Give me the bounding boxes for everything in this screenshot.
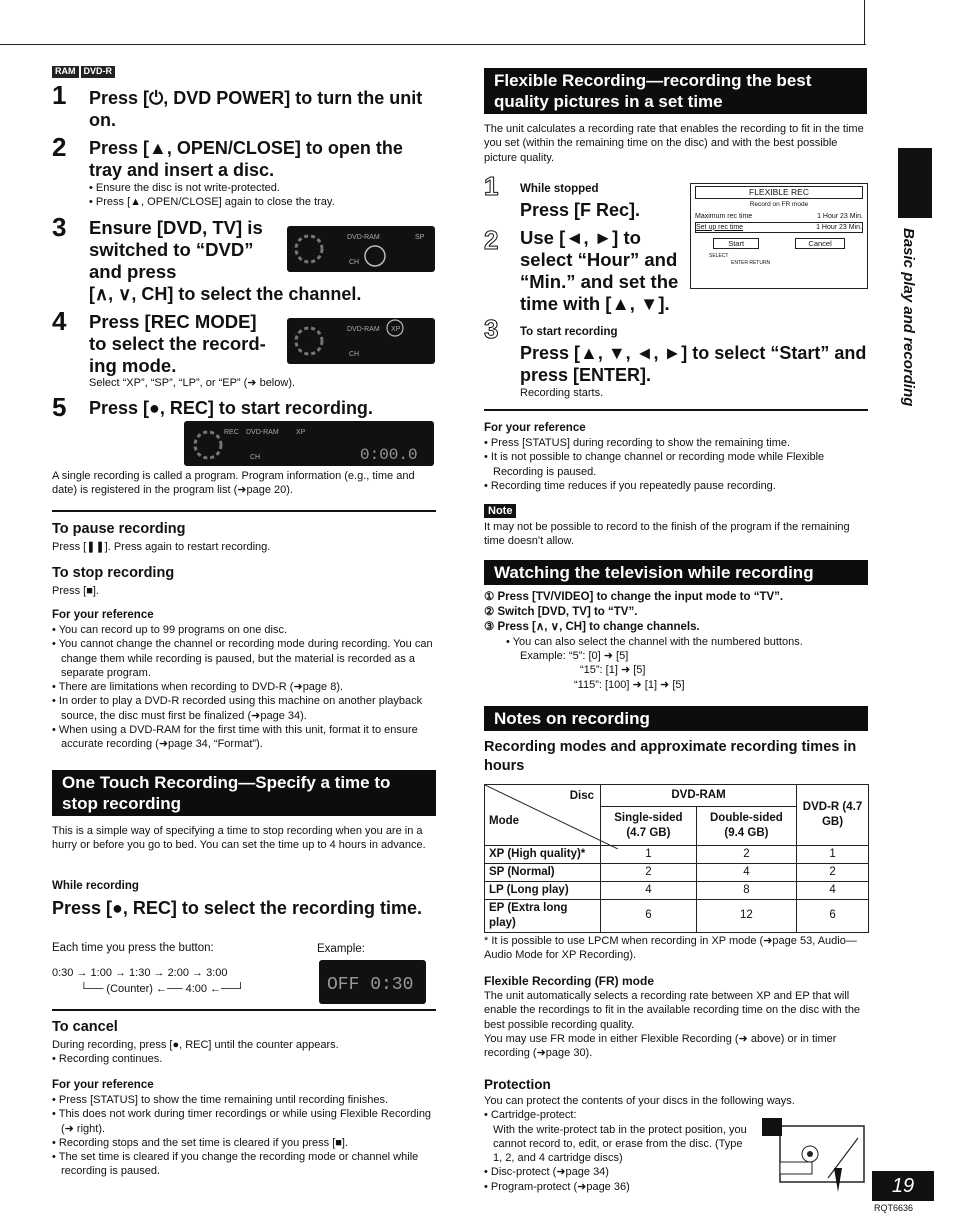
tag-dvdr: DVD-R (81, 66, 116, 78)
screen-enter-return: ENTER RETURN (731, 259, 771, 266)
divider (484, 409, 868, 411)
header-single: Single-sided (4.7 GB) (601, 806, 697, 845)
screen-select-label: SELECT (709, 253, 729, 260)
lcd-step5-disc: DVD-RAM (246, 429, 279, 436)
notes-banner: Notes on recording (484, 706, 868, 731)
left-reference-2 (52, 1078, 438, 1179)
header-disc: Disc (569, 790, 594, 802)
flex-step-1-sub: While stopped (520, 183, 599, 195)
step-4-title: Press [REC MODE] to select the record-ing mode. (89, 311, 266, 376)
left-column (52, 64, 436, 79)
lcd-step3-mode: SP (415, 234, 425, 241)
stop-text: Press [■]. (52, 585, 99, 597)
table-row (485, 899, 869, 932)
note-text: It may not be possible to record to the finish of the program if the remaining time doesn’t allow. (484, 521, 850, 548)
note-label: Note (484, 504, 516, 518)
disc-tags (52, 64, 436, 79)
table-cell: 8 (696, 881, 796, 899)
table-row (485, 863, 869, 881)
recording-times-table (484, 784, 869, 933)
screen-row2-label: Set up rec time (696, 223, 744, 231)
lcd-step4-graphic (287, 318, 435, 364)
page-number: 19 (872, 1171, 934, 1201)
reference-item: • You cannot change the channel or recording mode during recording. You can change them while recording is paused, but the material is recorded as a separate program. (52, 637, 438, 680)
table-cell: 4 (696, 863, 796, 881)
time-cycle-return: └── (Counter) ←── 4:00 ←──┘ (80, 983, 245, 995)
lcd-step5-mode: XP (296, 429, 306, 436)
stop-title: To stop recording (52, 565, 175, 581)
reference-item: • Recording time reduces if you repeatedly pause recording. (484, 479, 869, 493)
header-corner (485, 785, 601, 846)
step-2-number: 2 (52, 132, 67, 162)
lcd-step5-ch: CH (250, 454, 261, 461)
table-cell: 1 (601, 846, 697, 864)
watching-banner: Watching the television while recording (484, 560, 868, 585)
table-cell: SP (Normal) (485, 863, 601, 881)
screen-row1-value: 1 Hour 23 Min. (817, 213, 863, 221)
watching-step: ① Press [TV/VIDEO] to change the input mode to “TV”. (484, 591, 784, 603)
step-1-title: Press [⏻, DVD POWER] to turn the unit on. (89, 88, 423, 130)
flex-step-2-icon: 2 (484, 225, 499, 255)
table-cell: 6 (601, 899, 697, 932)
table-cell: 6 (797, 899, 869, 932)
lcd-step4-mode: XP (391, 326, 401, 333)
table-row (485, 881, 869, 899)
lcd-step5-graphic (184, 421, 434, 466)
reference-item: • In order to play a DVD-R recorded using this machine on another playback source, the disc must first be finalized (➜page 34). (52, 694, 438, 723)
flex-step-3-icon: 3 (484, 314, 499, 344)
step-2-notes (89, 181, 439, 210)
reference-item: • There are limitations when recording to DVD-R (➜page 8). (52, 680, 438, 694)
reference-title: For your reference (52, 609, 154, 621)
step-1-number: 1 (52, 80, 67, 110)
watching-step: ③ Press [∧, ∨, CH] to change channels. (484, 620, 700, 633)
step-2-title: Press [▲, OPEN/CLOSE] to open the tray and insert a disc. (89, 138, 403, 180)
table-cell: 1 (797, 846, 869, 864)
lcd-step4-disc: DVD-RAM (347, 326, 380, 333)
one-touch-press: Press [●, REC] to select the recording time. (52, 898, 422, 918)
cartridge-text: With the write-protect tab in the protect position, you cannot record to, edit, or erase from the disc. (Type 1, 2, and 4 cartridge discs) (493, 1123, 747, 1165)
watching-bullet: • You can also select the channel with the numbered buttons. (506, 635, 869, 649)
fr-mode-title: Flexible Recording (FR) mode (484, 974, 655, 988)
divider (52, 510, 436, 512)
fr-mode-text: The unit automatically selects a recording rate between XP and EP that will enable the recordings to fit in the available recording time on the disc with the best possible recording quality. (484, 990, 861, 1031)
flex-step-3-note: Recording starts. (520, 387, 604, 399)
header-mode: Mode (489, 815, 520, 828)
screen-buttons (695, 238, 863, 250)
divider (52, 1009, 436, 1011)
header-double: Double-sided (9.4 GB) (696, 806, 796, 845)
table-footnote: * It is possible to use LPCM when recording in XP mode (➜page 53, Audio—Audio Mode for XP Recording). (484, 935, 857, 962)
table-cell: 2 (797, 863, 869, 881)
screen-subtitle: Record on FR mode (749, 201, 809, 209)
screen-start-button[interactable]: Start (713, 238, 759, 250)
lcd-step3-graphic (287, 226, 435, 272)
step-5-title: Press [●, REC] to start recording. (89, 398, 373, 418)
protection-title: Protection (484, 1077, 551, 1092)
cancel-text: During recording, press [●, REC] until the counter appears. (52, 1039, 339, 1051)
one-touch-intro: This is a simple way of specifying a time to stop recording when you are in a hurry or before you go to bed. You can set the time up to 4 hours in advance. (52, 825, 426, 852)
lcd-step3-ch: CH (349, 259, 360, 266)
tag-ram: RAM (52, 66, 79, 78)
right-reference (484, 421, 869, 493)
table-cell: EP (Extra long play) (485, 899, 601, 932)
watching-example-1: Example: “5”: [0] ➜ [5] (520, 650, 629, 663)
reference-item: • You can record up to 99 programs on one disc. (52, 623, 438, 637)
cancel-body (52, 1038, 438, 1067)
cartridge-illustration (758, 1118, 868, 1196)
example-label: Example: (317, 943, 365, 955)
while-recording-label: While recording (52, 880, 139, 892)
top-rule (0, 44, 866, 45)
cancel-bullet: • Recording continues. (52, 1052, 438, 1066)
reference-item: • It is not possible to change channel or recording mode while Flexible Recording is paused. (484, 450, 869, 479)
program-note: A single recording is called a program. Program information (e.g., time and date) is registered in the program list (➜page 20). (52, 470, 415, 497)
lcd-cancel-text: OFF 0:30 (327, 975, 414, 995)
table-header-row (485, 785, 869, 807)
screen-row-setup (695, 222, 863, 233)
step-2-note: • Press [▲, OPEN/CLOSE] again to close the tray. (89, 195, 439, 209)
watching-example-2: “15”: [1] ➜ [5] (580, 664, 646, 677)
reference-item: • Press [STATUS] during recording to show the remaining time. (484, 436, 869, 450)
table-cell: 4 (601, 881, 697, 899)
reference-title: For your reference (52, 1079, 154, 1091)
step-5-number: 5 (52, 392, 67, 422)
flex-step-2: Use [◄, ►] to select “Hour” and “Min.” and set the time with [▲, ▼]. (520, 227, 679, 314)
reference-item: • This does not work during timer recordings or while using Flexible Recording (➜ right). (52, 1107, 438, 1136)
each-time-label: Each time you press the button: (52, 942, 214, 954)
left-reference (52, 608, 438, 752)
table-cell: 12 (696, 899, 796, 932)
lcd-step5 (184, 421, 434, 466)
screen-row2-value: 1 Hour 23 Min. (816, 223, 862, 231)
reference-item: • Press [STATUS] to show the time remaining until recording finishes. (52, 1093, 438, 1107)
side-label: Basic play and recording (900, 228, 917, 407)
fr-mode-text-2: You may use FR mode in either Flexible Recording (➜ above) or in timer recording (➜page 30). (484, 1032, 837, 1060)
watching-example-3: “115”: [100] ➜ [1] ➜ [5] (574, 678, 685, 691)
step-3-number: 3 (52, 212, 67, 242)
reference-item: • The set time is cleared if you change the recording mode or channel while recording is paused. (52, 1150, 438, 1179)
table-title: Recording modes and approximate recording times in hours (484, 739, 857, 774)
lcd-step4 (287, 318, 435, 364)
flex-step-1: Press [F Rec]. (520, 200, 641, 220)
table-cell: 4 (797, 881, 869, 899)
protection-item: • Cartridge-protect: (484, 1108, 869, 1122)
flexible-intro: The unit calculates a recording rate that enables the recording to fit in the time you set (within the remaining time on the disc) and with the best possible picture quality. (484, 123, 864, 164)
flexible-banner: Flexible Recording—recording the best quality pictures in a set time (484, 68, 867, 114)
lcd-step5-counter: 0:00.0 (360, 446, 418, 464)
watching-step: ② Switch [DVD, TV] to “TV”. (484, 605, 638, 618)
flexible-rec-screen (690, 183, 868, 289)
doc-code: RQT6636 (874, 1203, 914, 1213)
screen-row-max (695, 212, 863, 221)
screen-title: FLEXIBLE REC (695, 186, 863, 199)
protection-item: • Program-protect (➜page 36) (484, 1180, 869, 1194)
table-cell: XP (High quality)* (485, 846, 601, 864)
fr-mode-body (484, 989, 869, 1060)
pause-title: To pause recording (52, 521, 186, 537)
reference-item: • When using a DVD-RAM for the first time with this unit, format it to ensure accurate recording (➜page 34, “Format”). (52, 723, 438, 752)
top-rule-vertical (864, 0, 865, 45)
step-4-note: Select “XP”, “SP”, “LP”, or “EP” (➜ below). (89, 377, 296, 389)
header-dvdr: DVD-R (4.7 GB) (797, 785, 869, 846)
step-2-note: • Ensure the disc is not write-protected. (89, 181, 439, 195)
screen-cancel-button[interactable]: Cancel (795, 238, 844, 250)
lcd-step5-rec: REC (224, 429, 239, 436)
watching-steps (484, 590, 869, 692)
table-cell: 2 (601, 863, 697, 881)
lcd-cancel (319, 960, 426, 1004)
flex-step-3-sub: To start recording (520, 326, 618, 338)
cartridge-graphic (758, 1118, 868, 1196)
step-4-number: 4 (52, 306, 67, 336)
table-cell: LP (Long play) (485, 881, 601, 899)
screen-row1-label: Maximum rec time (695, 213, 753, 221)
reference-item: • Recording stops and the set time is cleared if you press [■]. (52, 1136, 438, 1150)
one-touch-banner: One Touch Recording—Specify a time to stop recording (52, 770, 436, 816)
table-cell: 2 (696, 846, 796, 864)
lcd-step3 (287, 226, 435, 272)
protection-item: • Disc-protect (➜page 34) (484, 1165, 869, 1179)
cancel-title: To cancel (52, 1019, 118, 1035)
side-tab-block (898, 148, 932, 218)
lcd-step3-disc: DVD-RAM (347, 234, 380, 241)
header-dvdram: DVD-RAM (601, 785, 797, 807)
lcd-step4-ch: CH (349, 351, 360, 358)
time-cycle: 0:30 → 1:00 → 1:30 → 2:00 → 3:00 (52, 967, 228, 979)
reference-title: For your reference (484, 422, 586, 434)
step-3-title: Ensure [DVD, TV] is switched to “DVD” and press (89, 217, 263, 282)
step-3-title-2: [∧, ∨, CH] to select the channel. (89, 284, 362, 304)
flex-step-1-icon: 1 (484, 171, 499, 201)
pause-text: Press [❚❚]. Press again to restart recording. (52, 541, 271, 553)
protection-text: You can protect the contents of your discs in the following ways. (484, 1095, 795, 1107)
flex-step-3: Press [▲, ▼, ◄, ►] to select “Start” and press [ENTER]. (520, 343, 867, 385)
